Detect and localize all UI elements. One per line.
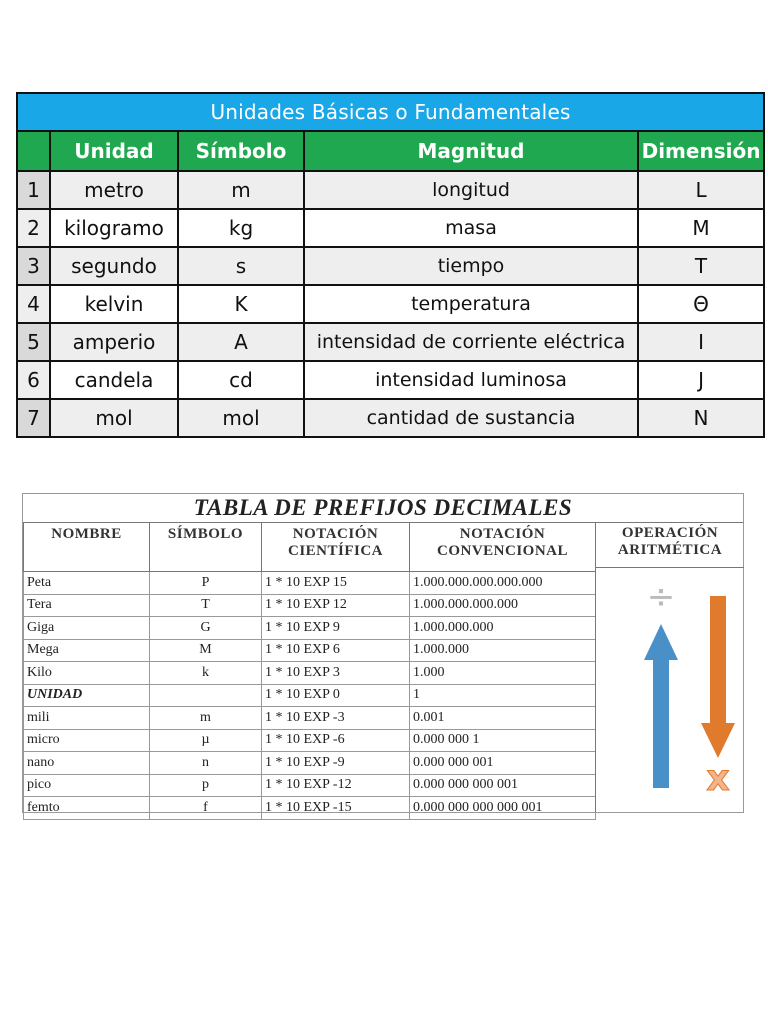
table-row <box>24 797 596 820</box>
simbolo-cell: M <box>150 639 262 662</box>
dimension-cell: I <box>638 323 764 361</box>
notacion-cientifica-cell: 1 * 10 EXP 6 <box>262 639 410 662</box>
table-row <box>24 639 596 662</box>
table-row <box>24 684 596 707</box>
table-row <box>17 285 764 323</box>
notacion-cientifica-cell: 1 * 10 EXP 0 <box>262 684 410 707</box>
operacion-aritmetica-column <box>595 522 744 812</box>
notacion-convencional-cell: 1.000.000.000.000 <box>410 594 596 617</box>
nombre-cell: mili <box>24 707 150 730</box>
unidad-cell: segundo <box>50 247 178 285</box>
prefijos-title: TABLA DE PREFIJOS DECIMALES <box>23 494 743 523</box>
header-line: CIENTÍFICA <box>287 543 383 559</box>
table-row <box>24 572 596 595</box>
column-header-magnitud: Magnitud <box>304 131 638 171</box>
prefijos-table <box>23 522 596 820</box>
notacion-cientifica-cell: 1 * 10 EXP 9 <box>262 617 410 640</box>
table-row <box>17 209 764 247</box>
simbolo-cell: mol <box>178 399 304 437</box>
notacion-convencional-cell: 1 <box>410 684 596 707</box>
down-arrow-icon <box>701 596 735 758</box>
magnitud-cell: intensidad de corriente eléctrica <box>304 323 638 361</box>
nombre-cell: Peta <box>24 572 150 595</box>
header-line: NOTACIÓN <box>292 526 379 542</box>
unidad-cell: amperio <box>50 323 178 361</box>
simbolo-cell <box>150 684 262 707</box>
simbolo-cell: k <box>150 662 262 685</box>
column-header-dimension: Dimensión <box>638 131 764 171</box>
column-header-notacion-cientifica <box>262 523 410 572</box>
notacion-convencional-cell: 0.000 000 1 <box>410 729 596 752</box>
table-row <box>17 323 764 361</box>
dimension-cell: N <box>638 399 764 437</box>
multiply-icon: x <box>706 758 730 799</box>
table-row <box>24 594 596 617</box>
notacion-convencional-cell: 1.000.000 <box>410 639 596 662</box>
notacion-cientifica-cell: 1 * 10 EXP 12 <box>262 594 410 617</box>
nombre-cell: Tera <box>24 594 150 617</box>
simbolo-cell: G <box>150 617 262 640</box>
table-row <box>24 774 596 797</box>
row-number: 3 <box>17 247 50 285</box>
column-header-simbolo: Símbolo <box>178 131 304 171</box>
table-title: Unidades Básicas o Fundamentales <box>17 93 764 131</box>
prefijos-decimales-panel <box>22 493 744 813</box>
notacion-cientifica-cell: 1 * 10 EXP 15 <box>262 572 410 595</box>
magnitud-cell: longitud <box>304 171 638 209</box>
operation-arrows-graphic <box>596 568 744 812</box>
notacion-convencional-cell: 0.000 000 000 000 001 <box>410 797 596 820</box>
table-row <box>17 399 764 437</box>
nombre-cell: UNIDAD <box>24 684 150 707</box>
unidades-basicas-table <box>16 92 765 438</box>
row-number: 1 <box>17 171 50 209</box>
magnitud-cell: temperatura <box>304 285 638 323</box>
column-header-nombre: NOMBRE <box>24 523 150 572</box>
column-header-unidad: Unidad <box>50 131 178 171</box>
notacion-convencional-cell: 1.000 <box>410 662 596 685</box>
column-header-simbolo: SÍMBOLO <box>150 523 262 572</box>
unidad-cell: candela <box>50 361 178 399</box>
row-number: 2 <box>17 209 50 247</box>
up-arrow-icon <box>644 624 678 788</box>
header-line: CONVENCIONAL <box>436 543 568 559</box>
nombre-cell: Mega <box>24 639 150 662</box>
nombre-cell: Giga <box>24 617 150 640</box>
dimension-cell: T <box>638 247 764 285</box>
notacion-convencional-cell: 1.000.000.000.000.000 <box>410 572 596 595</box>
simbolo-cell: K <box>178 285 304 323</box>
dimension-cell: Θ <box>638 285 764 323</box>
notacion-convencional-cell: 0.000 000 001 <box>410 752 596 775</box>
notacion-convencional-cell: 0.000 000 000 001 <box>410 774 596 797</box>
table-row <box>24 752 596 775</box>
dimension-cell: J <box>638 361 764 399</box>
dimension-cell: L <box>638 171 764 209</box>
simbolo-cell: n <box>150 752 262 775</box>
simbolo-cell: m <box>178 171 304 209</box>
nombre-cell: pico <box>24 774 150 797</box>
table-row <box>24 662 596 685</box>
simbolo-cell: µ <box>150 729 262 752</box>
table-row <box>17 171 764 209</box>
notacion-cientifica-cell: 1 * 10 EXP -9 <box>262 752 410 775</box>
dimension-cell: M <box>638 209 764 247</box>
column-header-notacion-convencional <box>410 523 596 572</box>
notacion-convencional-cell: 1.000.000.000 <box>410 617 596 640</box>
unidad-cell: kilogramo <box>50 209 178 247</box>
simbolo-cell: kg <box>178 209 304 247</box>
column-header-num <box>17 131 50 171</box>
table-row <box>24 617 596 640</box>
simbolo-cell: P <box>150 572 262 595</box>
notacion-cientifica-cell: 1 * 10 EXP 3 <box>262 662 410 685</box>
simbolo-cell: s <box>178 247 304 285</box>
table-row <box>17 361 764 399</box>
notacion-convencional-cell: 0.001 <box>410 707 596 730</box>
header-line: ARITMÉTICA <box>617 542 723 558</box>
nombre-cell: Kilo <box>24 662 150 685</box>
table-row <box>24 707 596 730</box>
row-number: 7 <box>17 399 50 437</box>
table-row <box>24 729 596 752</box>
simbolo-cell: f <box>150 797 262 820</box>
nombre-cell: nano <box>24 752 150 775</box>
unidad-cell: kelvin <box>50 285 178 323</box>
magnitud-cell: cantidad de sustancia <box>304 399 638 437</box>
row-number: 4 <box>17 285 50 323</box>
nombre-cell: femto <box>24 797 150 820</box>
simbolo-cell: cd <box>178 361 304 399</box>
column-header-operacion <box>596 522 744 568</box>
notacion-cientifica-cell: 1 * 10 EXP -6 <box>262 729 410 752</box>
header-line: NOTACIÓN <box>459 526 546 542</box>
divide-icon: ÷ <box>646 577 676 617</box>
header-line: OPERACIÓN <box>621 525 719 541</box>
row-number: 6 <box>17 361 50 399</box>
magnitud-cell: intensidad luminosa <box>304 361 638 399</box>
simbolo-cell: A <box>178 323 304 361</box>
notacion-cientifica-cell: 1 * 10 EXP -3 <box>262 707 410 730</box>
notacion-cientifica-cell: 1 * 10 EXP -12 <box>262 774 410 797</box>
nombre-cell: micro <box>24 729 150 752</box>
simbolo-cell: m <box>150 707 262 730</box>
magnitud-cell: tiempo <box>304 247 638 285</box>
unidad-cell: mol <box>50 399 178 437</box>
magnitud-cell: masa <box>304 209 638 247</box>
row-number: 5 <box>17 323 50 361</box>
unidad-cell: metro <box>50 171 178 209</box>
simbolo-cell: p <box>150 774 262 797</box>
notacion-cientifica-cell: 1 * 10 EXP -15 <box>262 797 410 820</box>
table-row <box>17 247 764 285</box>
simbolo-cell: T <box>150 594 262 617</box>
